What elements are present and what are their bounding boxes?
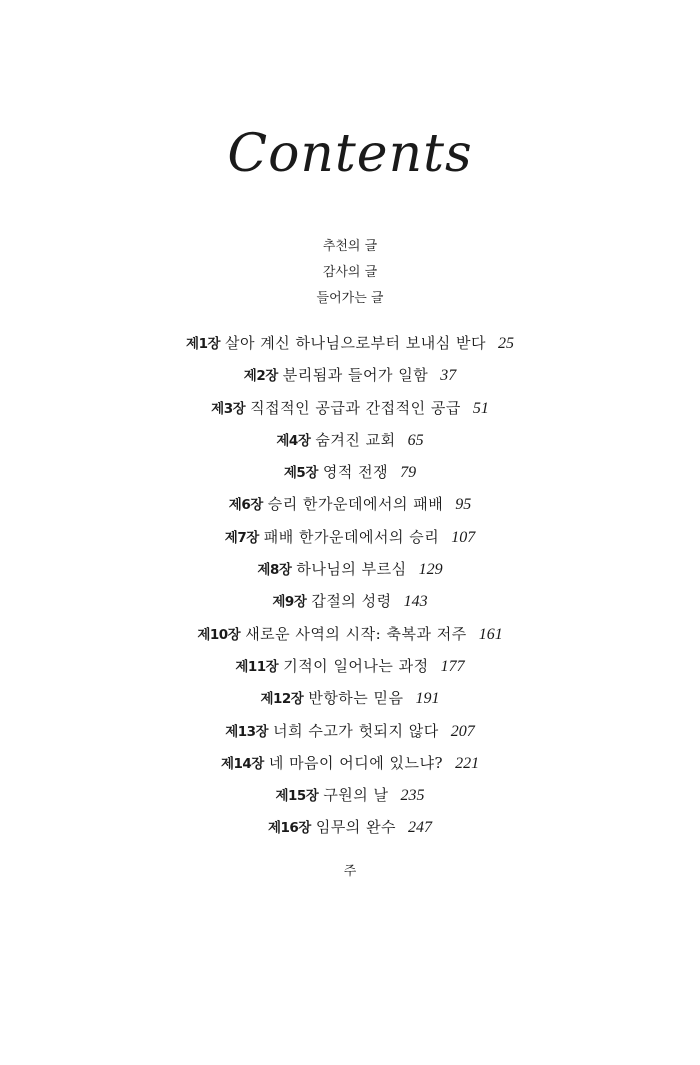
chapter-entry[interactable] xyxy=(0,618,700,650)
chapter-page: 65 xyxy=(407,431,424,449)
chapter-title: 하나님의 부르심 xyxy=(296,560,407,579)
chapter-title: 영적 전쟁 xyxy=(322,463,389,482)
chapter-entry[interactable] xyxy=(0,650,700,682)
chapter-title: 숨겨진 교회 xyxy=(315,430,396,449)
chapter-title: 네 마음이 어디에 있느냐? xyxy=(268,753,444,772)
chapter-page: 79 xyxy=(400,464,417,482)
front-matter-item[interactable]: 추천의 글 xyxy=(322,239,378,254)
chapter-title: 구원의 날 xyxy=(323,786,389,805)
chapter-title: 임무의 완수 xyxy=(315,818,397,837)
chapter-number: 제4장 xyxy=(276,432,311,449)
chapter-title: 갑절의 성령 xyxy=(311,592,392,611)
chapter-entry[interactable] xyxy=(0,811,700,843)
chapter-entry[interactable] xyxy=(0,585,700,617)
chapter-page: 177 xyxy=(440,657,465,675)
chapter-entry[interactable] xyxy=(0,682,700,714)
chapter-entry[interactable] xyxy=(0,456,700,488)
chapter-number: 제15장 xyxy=(275,788,319,805)
chapter-title: 패배 한가운데에서의 승리 xyxy=(263,527,440,546)
chapter-title: 직접적인 공급과 간접적인 공급 xyxy=(250,398,461,417)
chapter-number: 제6장 xyxy=(228,497,263,514)
chapter-entry[interactable] xyxy=(0,521,700,553)
chapter-entry[interactable] xyxy=(0,553,700,585)
chapter-page: 143 xyxy=(403,593,428,611)
chapter-number: 제16장 xyxy=(267,820,311,837)
chapter-number: 제12장 xyxy=(260,691,304,708)
chapter-entry[interactable] xyxy=(0,392,700,424)
chapter-number: 제2장 xyxy=(243,368,278,385)
chapter-page: 25 xyxy=(497,335,514,352)
page-title: Contents xyxy=(227,124,473,184)
chapter-number: 제10장 xyxy=(197,626,241,643)
chapter-entry[interactable] xyxy=(0,715,700,747)
chapter-page: 247 xyxy=(408,819,433,837)
chapter-title: 반항하는 믿음 xyxy=(308,689,404,708)
chapter-number: 제9장 xyxy=(272,594,307,611)
chapter-number: 제11장 xyxy=(235,658,279,675)
chapter-page: 107 xyxy=(451,528,476,546)
front-matter-item[interactable]: 들어가는 글 xyxy=(316,291,384,306)
chapter-entry[interactable] xyxy=(0,424,700,456)
chapter-page: 207 xyxy=(450,722,475,740)
chapter-entry[interactable] xyxy=(0,747,700,779)
chapter-page: 95 xyxy=(455,496,472,514)
chapter-page: 51 xyxy=(472,399,489,417)
front-matter-item[interactable]: 감사의 글 xyxy=(322,265,378,280)
chapter-title: 새로운 사역의 시작: 축복과 저주 xyxy=(245,624,467,643)
chapter-page: 235 xyxy=(400,787,425,805)
chapter-page: 161 xyxy=(478,625,503,643)
chapter-entry[interactable] xyxy=(0,488,700,520)
chapter-number: 제8장 xyxy=(257,562,292,579)
chapter-number: 제14장 xyxy=(220,755,264,772)
chapter-number: 제5장 xyxy=(283,465,318,482)
chapter-page: 191 xyxy=(415,690,440,708)
chapter-number: 제13장 xyxy=(225,723,269,740)
chapter-page: 129 xyxy=(418,561,443,579)
chapter-title: 분리됨과 들어가 일함 xyxy=(282,366,429,385)
chapter-entry[interactable] xyxy=(0,359,700,391)
chapter-entry[interactable] xyxy=(0,779,700,811)
chapter-entry[interactable] xyxy=(0,327,700,359)
chapter-page: 37 xyxy=(440,367,457,385)
chapter-title: 승리 한가운데에서의 패배 xyxy=(267,495,444,514)
notes-entry[interactable]: 주 xyxy=(343,864,357,879)
chapter-page: 221 xyxy=(455,754,480,772)
chapter-title: 살아 계신 하나님으로부터 보내심 받다 xyxy=(225,334,486,352)
chapter-title: 너희 수고가 헛되지 않다 xyxy=(273,721,439,740)
chapter-list xyxy=(0,327,700,844)
front-matter-list xyxy=(0,234,700,312)
chapter-number: 제7장 xyxy=(224,529,259,546)
chapter-number: 제1장 xyxy=(186,336,221,352)
chapter-number: 제3장 xyxy=(211,400,246,417)
chapter-title: 기적이 일어나는 과정 xyxy=(283,656,429,675)
